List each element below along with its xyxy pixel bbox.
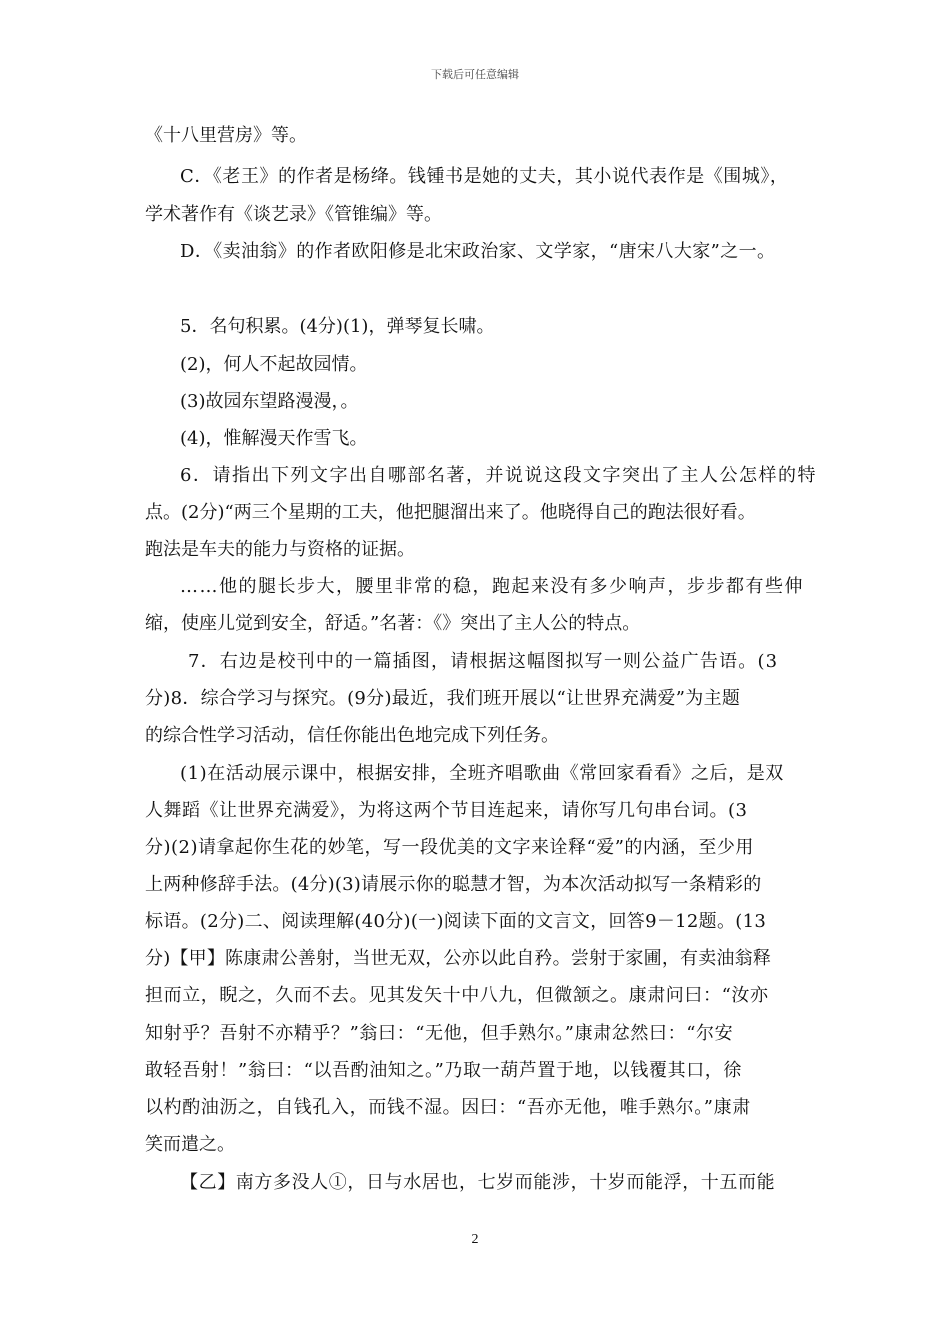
- text-line: (2)，何人不起故园情。: [180, 354, 368, 375]
- text-line: 5．名句积累。(4分)(1)，弹琴复长啸。: [180, 316, 495, 337]
- text-line: D．《卖油翁》的作者欧阳修是北宋政治家、文学家，“唐宋八大家”之一。: [180, 241, 776, 262]
- text-line: 跑法是车夫的能力与资格的证据。: [145, 539, 415, 560]
- text-line: 《十八里营房》等。: [145, 125, 307, 146]
- text-line: 以杓酌油沥之，自钱孔入，而钱不湿。因曰：“吾亦无他，唯手熟尔。”康肃: [145, 1097, 751, 1118]
- text-line: ……他的腿长步大，腰里非常的稳，跑起来没有多少响声，步步都有些伸: [180, 576, 804, 597]
- text-line: 上两种修辞手法。(4分)(3)请展示你的聪慧才智，为本次活动拟写一条精彩的: [145, 874, 762, 895]
- text-line: 敢轻吾射！”翁曰：“以吾酌油知之。”乃取一葫芦置于地，以钱覆其口，徐: [145, 1060, 743, 1081]
- text-line: 学术著作有《谈艺录》《管锥编》等。: [145, 204, 442, 225]
- text-line: 的综合性学习活动，信任你能出色地完成下列任务。: [145, 725, 559, 746]
- text-line: 6．请指出下列文字出自哪部名著，并说说这段文字突出了主人公怎样的特: [180, 465, 817, 486]
- page-number: 2: [471, 1232, 479, 1247]
- text-line: 点。(2分)“两三个星期的工夫，他把腿溜出来了。他晓得自己的跑法很好看。: [145, 502, 756, 523]
- text-line: 标语。(2分)二、阅读理解(40分)(一)阅读下面的文言文，回答9－12题。(13: [145, 911, 767, 932]
- text-line: 笑而遣之。: [145, 1134, 235, 1155]
- text-line: (1)在活动展示课中，根据安排，全班齐唱歌曲《常回家看看》之后，是双: [180, 763, 784, 784]
- text-line: 分)(2)请拿起你生花的妙笔，写一段优美的文字来诠释“爱”的内涵，至少用: [145, 837, 754, 858]
- text-line: 分)8．综合学习与探究。(9分)最近，我们班开展以“让世界充满爱”为主题: [145, 688, 741, 709]
- text-line: 担而立，睨之，久而不去。见其发矢十中八九，但微颔之。康肃问曰：“汝亦: [145, 985, 769, 1006]
- text-line: 分)【甲】陈康肃公善射，当世无双，公亦以此自矜。尝射于家圃，有卖油翁释: [145, 948, 772, 969]
- text-line: 7．右边是校刊中的一篇插图，请根据这幅图拟写一则公益广告语。(3: [188, 651, 779, 672]
- text-line: 知射乎？吾射不亦精乎？”翁曰：“无他，但手熟尔。”康肃忿然曰：“尔安: [145, 1023, 734, 1044]
- text-line: C．《老王》的作者是杨绛。钱锺书是她的丈夫，其小说代表作是《围城》，: [180, 166, 789, 187]
- text-line: 【乙】南方多没人①，日与水居也，七岁而能涉，十岁而能浮，十五而能: [180, 1172, 776, 1193]
- text-line: 人舞蹈《让世界充满爱》，为将这两个节目连起来，请你写几句串台词。(3: [145, 800, 748, 821]
- text-line: (4)，惟解漫天作雪飞。: [180, 428, 368, 449]
- text-line: 缩，使座儿觉到安全，舒适。”名著：《》突出了主人公的特点。: [145, 613, 641, 634]
- text-line: (3)故园东望路漫漫，。: [180, 391, 359, 412]
- page-header: 下载后可任意编辑: [431, 68, 519, 81]
